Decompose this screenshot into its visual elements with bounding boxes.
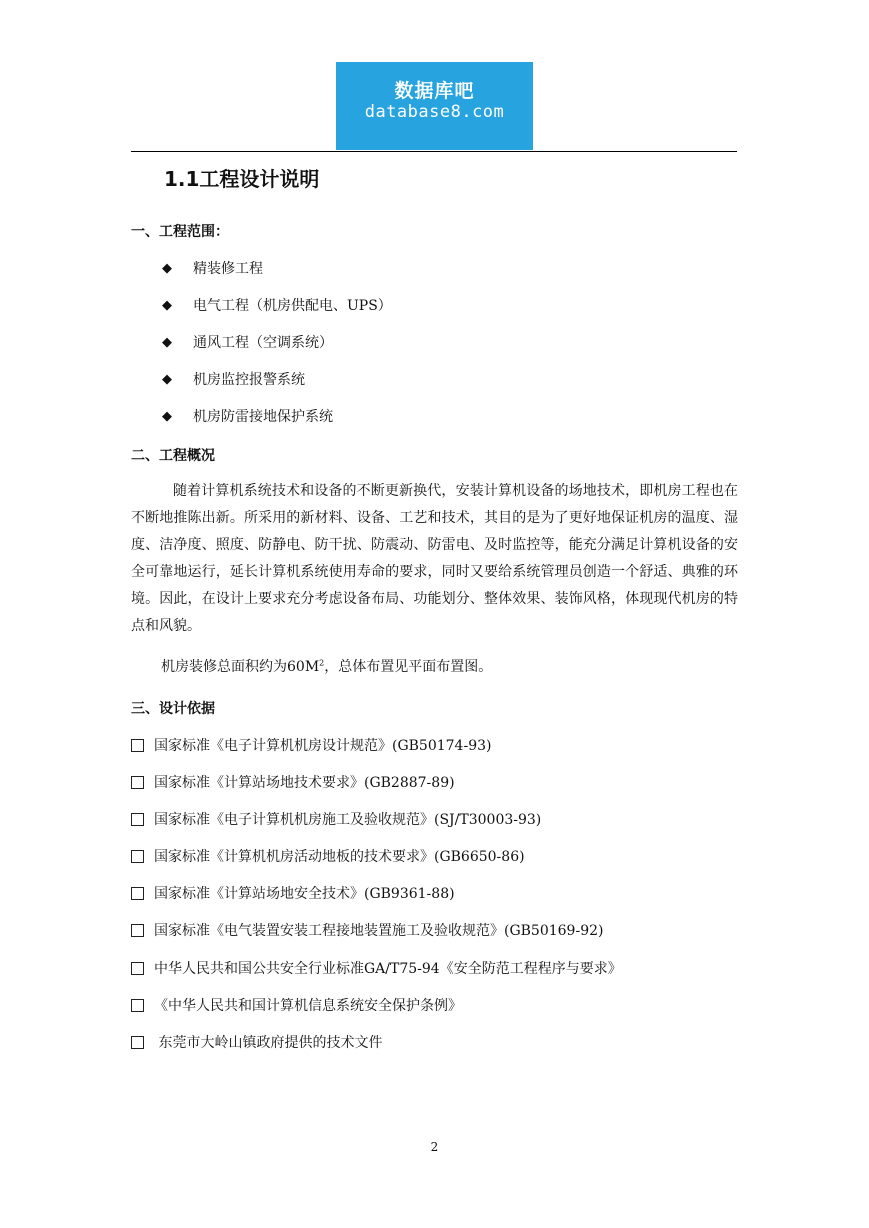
basis-text: 东莞市大岭山镇政府提供的技术文件 [154, 1035, 383, 1051]
basis-item [131, 883, 455, 903]
logo-line1: 数据库吧 [394, 80, 475, 102]
page-number: 2 [430, 1140, 439, 1154]
bullet-item [162, 369, 305, 389]
checkbox-icon [131, 887, 144, 900]
overview-text: 随着计算机系统技术和设备的不断更新换代，安装计算机设备的场地技术，即机房工程也在不断地推陈出新。所采用的新材料、设备、工艺和技术，其目的是为了更好地保证机房的温度、湿度、洁净度、照度、防静电、防干扰、防震动、防雷电、及时监控等，能充分满足计算机设备的安全可靠地运行，延长计算机系统使用寿命的要求，同时又要给系统管理员创造一个舒适、典雅的环境。因此，在设计上要求充分考虑设备布局、功能划分、整体效果、装饰风格，体现现代机房的特点和风貌。 [131, 483, 738, 634]
bullet-text: 机房防雷接地保护系统 [193, 409, 333, 425]
basis-item [131, 995, 462, 1015]
basis-item [131, 1032, 382, 1052]
diamond-icon: ◆ [162, 334, 172, 350]
basis-text: 国家标准《计算机机房活动地板的技术要求》(GB6650-86) [154, 849, 525, 865]
diamond-icon: ◆ [162, 408, 172, 424]
bullet-item [162, 258, 263, 278]
bullet-item [162, 406, 333, 426]
checkbox-icon [131, 999, 144, 1012]
basis-item [131, 735, 491, 755]
area-line [161, 656, 492, 676]
basis-text: 中华人民共和国公共安全行业标准GA/T75-94《安全防范工程程序与要求》 [154, 961, 622, 977]
basis-item [131, 958, 622, 978]
section1-heading: 一、工程范围： [131, 224, 229, 240]
bullet-text: 精装修工程 [193, 261, 263, 277]
page-title: 1.1工程设计说明 [164, 167, 320, 191]
checkbox-icon [131, 924, 144, 937]
diamond-icon: ◆ [162, 371, 172, 387]
basis-text: 国家标准《电气装置安装工程接地装置施工及验收规范》(GB50169-92) [154, 923, 604, 939]
bullet-item [162, 295, 392, 315]
logo [336, 62, 533, 150]
checkbox-icon [131, 1036, 144, 1049]
basis-item [131, 846, 525, 866]
bullet-text: 机房监控报警系统 [193, 372, 305, 388]
bullet-text: 通风工程（空调系统） [193, 335, 333, 351]
basis-text: 国家标准《电子计算机机房施工及验收规范》(SJ/T30003-93) [154, 812, 542, 828]
overview-paragraph [131, 478, 738, 640]
basis-text: 《中华人民共和国计算机信息系统安全保护条例》 [154, 998, 462, 1014]
diamond-icon: ◆ [162, 260, 172, 276]
basis-item [131, 809, 541, 829]
area-text: 机房装修总面积约为60M [161, 659, 320, 675]
checkbox-icon [131, 850, 144, 863]
bullet-text: 电气工程（机房供配电、UPS） [193, 298, 392, 314]
basis-text: 国家标准《电子计算机机房设计规范》(GB50174-93) [154, 738, 492, 754]
bullet-item [162, 332, 333, 352]
area-sup: 2 [319, 658, 325, 668]
header-rule [131, 151, 737, 152]
checkbox-icon [131, 962, 144, 975]
basis-item [131, 920, 603, 940]
section3-heading: 三、设计依据 [131, 701, 215, 717]
checkbox-icon [131, 739, 144, 752]
checkbox-icon [131, 776, 144, 789]
area-rest: ，总体布置见平面布置图。 [324, 659, 493, 675]
section2-heading: 二、工程概况 [131, 448, 215, 464]
logo-line2: database8.com [364, 102, 505, 122]
basis-text: 国家标准《计算站场地技术要求》(GB2887-89) [154, 775, 455, 791]
diamond-icon: ◆ [162, 297, 172, 313]
basis-item [131, 772, 455, 792]
checkbox-icon [131, 813, 144, 826]
basis-text: 国家标准《计算站场地安全技术》(GB9361-88) [154, 886, 455, 902]
